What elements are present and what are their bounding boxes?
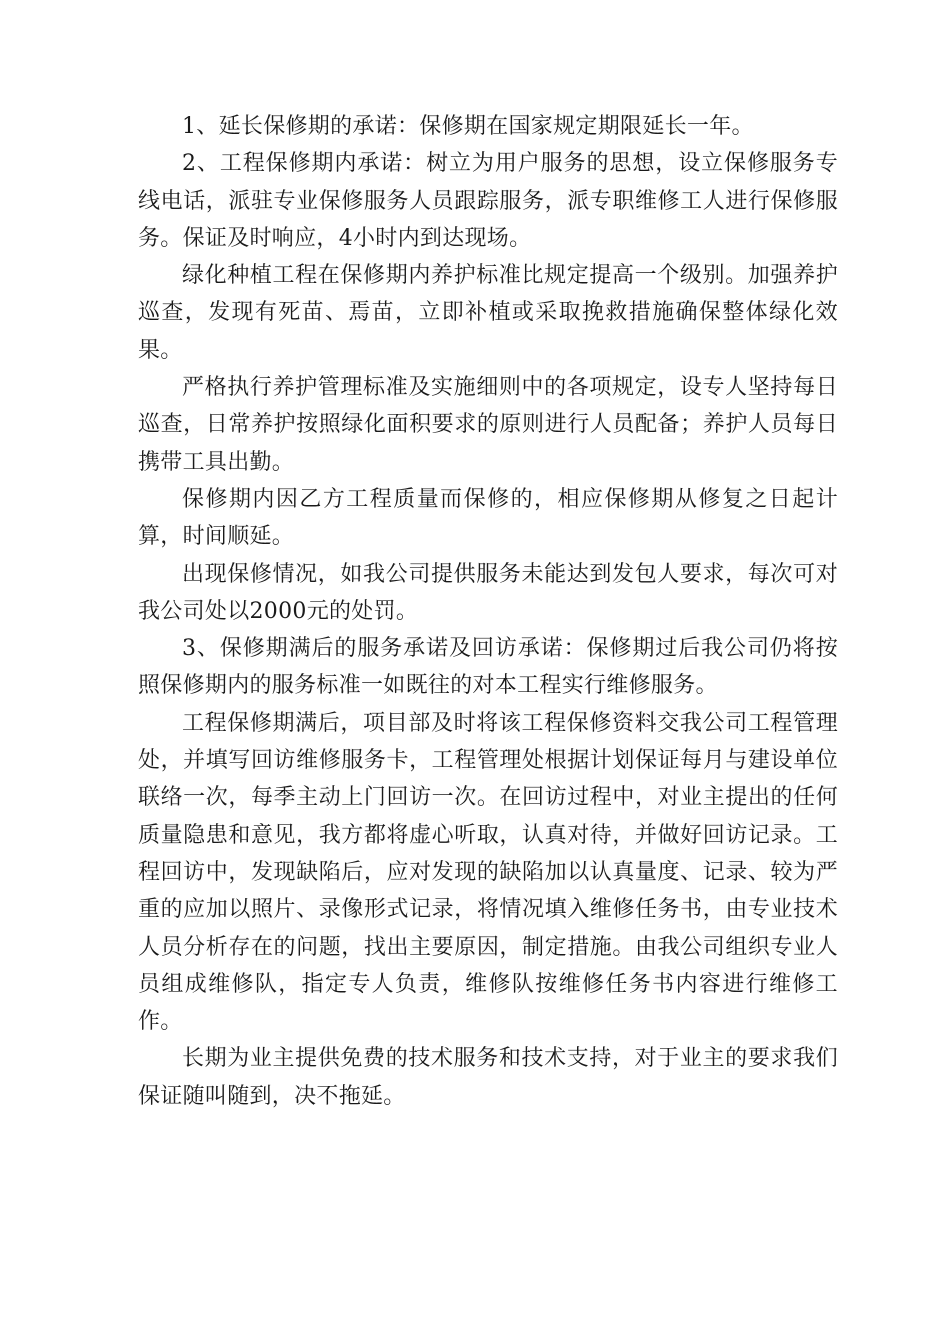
paragraph-follow-up-visits: 工程保修期满后，项目部及时将该工程保修资料交我公司工程管理处，并填写回访维修服务卡，工程管理处根据计划保证每月与建设单位联络一次，每季主动上门回访一次。在回访过程中，对业主提出的任何质量隐患和意见，我方都将虚心听取，认真对待，并做好回访记录。工程回访中，发现缺陷后，应对发现的缺陷加以认真量度、记录、较为严重的应加以照片、录像形式记录，将情况填入维修任务书，由专业技术人员分析存在的问题，找出主要原因，制定措施。由我公司组织专业人员组成维修队，指定专人负责，维修队按维修任务书内容进行维修工作。 xyxy=(138,710,838,1035)
paragraph-extended-warranty: 1、延长保修期的承诺：保修期在国家规定期限延长一年。 xyxy=(182,114,754,139)
paragraph-warranty-extension: 保修期内因乙方工程质量而保修的，相应保修期从修复之日起计算，时间顺延。 xyxy=(138,486,838,550)
paragraph-post-warranty-commitment: 3、保修期满后的服务承诺及回访承诺：保修期过后我公司仍将按照保修期内的服务标准一如既往的对本工程实行维修服务。 xyxy=(138,636,838,699)
paragraph-greening-maintenance: 绿化种植工程在保修期内养护标准比规定提高一个级别。加强养护巡查，发现有死苗、焉苗，立即补植或采取挽救措施确保整体绿化效果。 xyxy=(138,263,838,363)
paragraph-penalty: 出现保修情况，如我公司提供服务未能达到发包人要求，每次可对我公司处以2000元的处罚。 xyxy=(138,561,838,624)
paragraph-free-technical-support: 长期为业主提供免费的技术服务和技术支持，对于业主的要求我们保证随叫随到，决不拖延。 xyxy=(138,1046,838,1109)
paragraph-warranty-period-commitment: 2、工程保修期内承诺：树立为用户服务的思想，设立保修服务专线电话，派驻专业保修服务人员跟踪服务，派专职维修工人进行保修服务。保证及时响应，4小时内到达现场。 xyxy=(138,151,838,251)
paragraph-maintenance-standards: 严格执行养护管理标准及实施细则中的各项规定，设专人坚持每日巡查，日常养护按照绿化面积要求的原则进行人员配备；养护人员每日携带工具出勤。 xyxy=(138,375,838,475)
document-body xyxy=(138,108,838,1115)
